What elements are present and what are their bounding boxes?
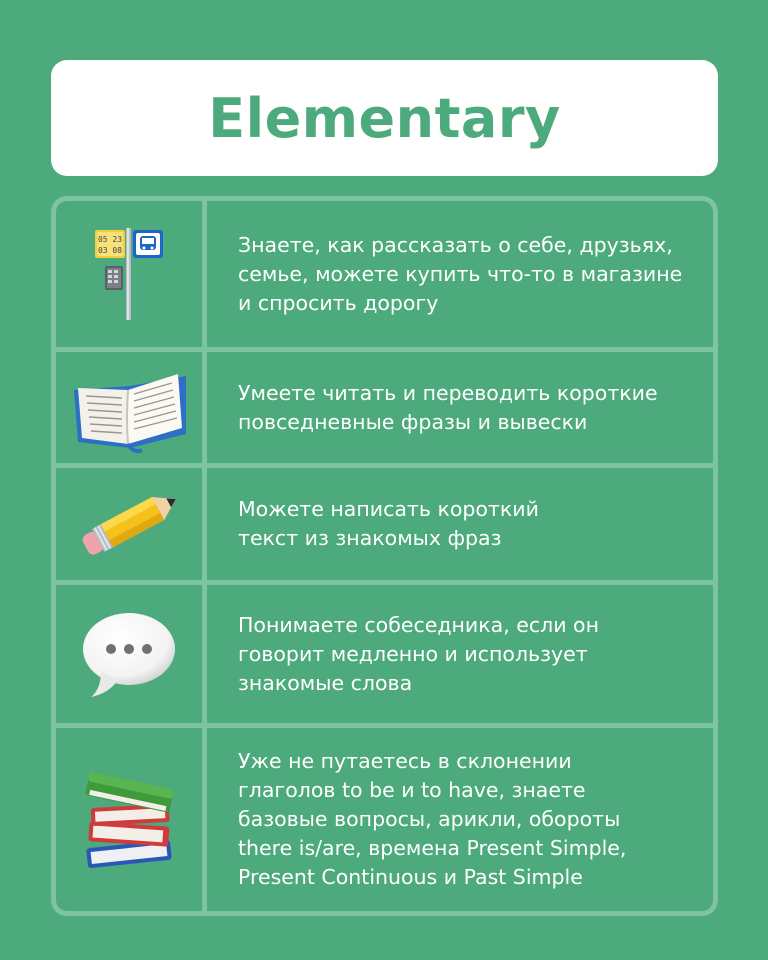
bus-stop-icon: [89, 224, 169, 324]
sign-time-1: 05 23: [97, 235, 123, 244]
icon-cell: [56, 201, 207, 347]
icon-cell: [56, 728, 207, 911]
list-item: [56, 728, 713, 911]
list-item: [56, 585, 713, 728]
row-text: Уже не путаетесь в склонении глаголов to be и to have, знаете базовые вопросы, арикли, обороты there is/are, времена Present Simple, Present Continuous и Past Simple: [238, 749, 627, 889]
icon-cell: [56, 352, 207, 463]
icon-cell: [56, 585, 207, 723]
list-item: [56, 201, 713, 352]
pencil-icon: [70, 489, 188, 559]
list-item: [56, 468, 713, 585]
open-book-icon: [70, 358, 188, 458]
books-stack-icon: [79, 768, 179, 872]
sign-time-2: 03 08: [97, 246, 123, 255]
row-text: Умеете читать и переводить короткие повседневные фразы и вывески: [238, 380, 658, 434]
icon-cell: [56, 468, 207, 580]
row-text: Понимаете собеседника, если он говорит медленно и использует знакомые слова: [238, 612, 599, 695]
list-item: [56, 352, 713, 468]
row-text: Можете написать короткий текст из знакомых фраз: [238, 497, 539, 550]
title-card: [51, 60, 718, 176]
skills-table: [51, 196, 718, 916]
speech-bubble-icon: [79, 607, 179, 701]
row-text: Знаете, как рассказать о себе, друзьях, семье, можете купить что-то в магазине и спросить дорогу: [238, 232, 683, 315]
page-title: Elementary: [208, 86, 561, 150]
